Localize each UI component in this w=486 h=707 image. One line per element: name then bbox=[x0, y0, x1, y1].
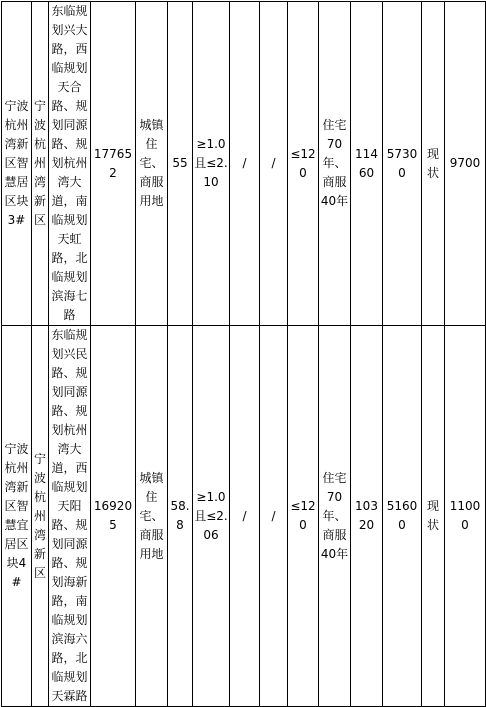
slash-cell: / bbox=[260, 2, 288, 326]
location-cell: 宁波杭州湾新区 bbox=[32, 2, 49, 326]
slash-cell: / bbox=[260, 326, 288, 707]
parcel-name-cell: 宁波杭州湾新区智慧宜居区块4# bbox=[2, 326, 32, 707]
parcel-name-cell: 宁波杭州湾新区智慧居区块3# bbox=[2, 2, 32, 326]
boundary-cell: 东临规划兴大路，西临规划天合路、规划同源路、规划杭州湾大道，南临规划天虹路，北临规划滨海七路 bbox=[49, 2, 91, 326]
height-limit-cell: ≤120 bbox=[288, 326, 319, 707]
slash-cell: / bbox=[230, 2, 260, 326]
status-cell: 现状 bbox=[422, 326, 445, 707]
value-cell: 51600 bbox=[383, 326, 422, 707]
value-cell: 11460 bbox=[351, 2, 383, 326]
value-cell: 55 bbox=[168, 2, 193, 326]
land-parcel-table bbox=[1, 1, 486, 707]
status-cell: 现状 bbox=[422, 2, 445, 326]
use-term-cell: 住宅70年、商服40年 bbox=[319, 326, 351, 707]
plot-ratio-cell: ≥1.0且≤2.06 bbox=[193, 326, 230, 707]
value-cell: 58.8 bbox=[168, 326, 193, 707]
height-limit-cell: ≤120 bbox=[288, 2, 319, 326]
slash-cell: / bbox=[230, 326, 260, 707]
value-cell: 11000 bbox=[445, 326, 486, 707]
land-use-cell: 城镇住宅、商服用地 bbox=[136, 2, 168, 326]
area-cell: 169205 bbox=[91, 326, 136, 707]
use-term-cell: 住宅70年、商服40年 bbox=[319, 2, 351, 326]
plot-ratio-cell: ≥1.0且≤2.10 bbox=[193, 2, 230, 326]
table-row bbox=[2, 326, 486, 707]
value-cell: 10320 bbox=[351, 326, 383, 707]
value-cell: 9700 bbox=[445, 2, 486, 326]
land-use-cell: 城镇住宅、商服用地 bbox=[136, 326, 168, 707]
location-cell: 宁波杭州湾新区 bbox=[32, 326, 49, 707]
area-cell: 177652 bbox=[91, 2, 136, 326]
boundary-cell: 东临规划兴民路、规划同源路、规划杭州湾大道，西临规划天阳路、规划同源路、规划海新路，南临规划滨海六路，北临规划天霖路 bbox=[49, 326, 91, 707]
table-row bbox=[2, 2, 486, 326]
value-cell: 57300 bbox=[383, 2, 422, 326]
